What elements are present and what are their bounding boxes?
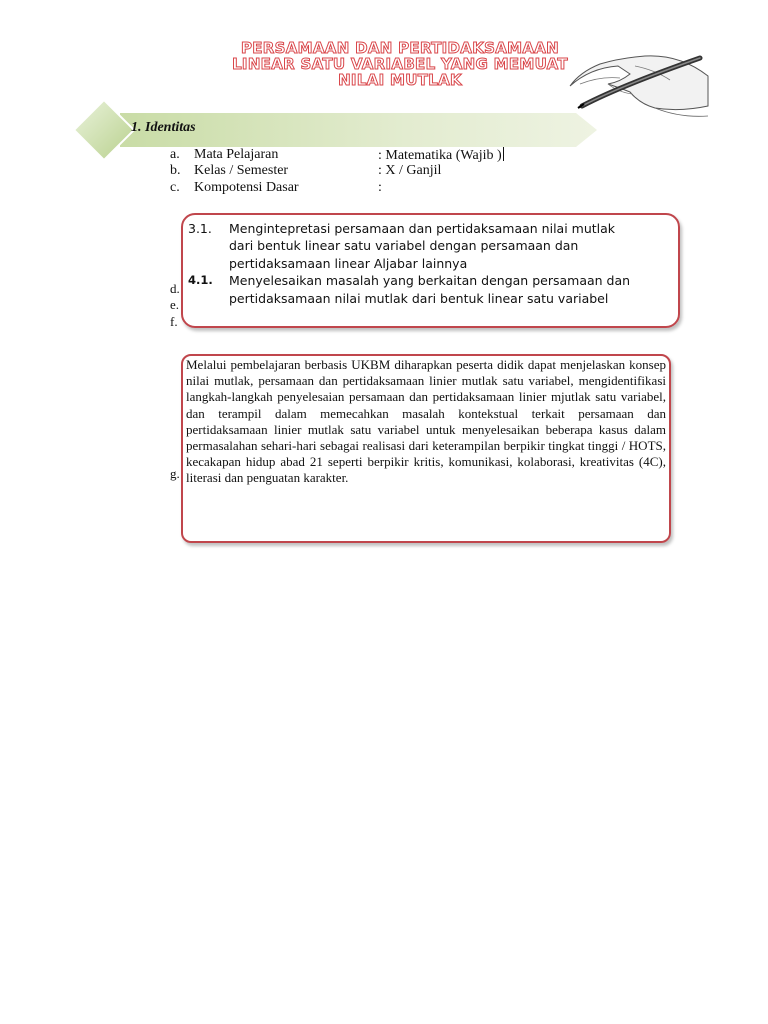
document-title bbox=[200, 40, 600, 88]
competency-line: dari bentuk linear satu variabel dengan persamaan dan bbox=[229, 238, 579, 253]
learning-goal-text: Melalui pembelajaran berbasis UKBM diharapkan peserta didik dapat menjelaskan konsep nilai mutlak, persamaan dan pertidaksamaan linier mutlak satu variabel, mengidentifikasi langkah-langkah penyelesaian persamaan dan pertidaksamaan linier mjutlak satu variabel, dan terampil dalam memecahkan masalah kontekstual terkait persamaan dan pertidaksamaan linier mutlak satu variabel untuk menyelesaikan beberapa kasus dalam permasalahan sehari-hari sebagai realisasi dari keterampilan berpikir tingkat tinggi / HOTS, kecakapan hidup abad 21 seperti berpikir kritis, komunikasi, kolaborasi, kreativitas (4C), literasi dan penguatan karakter. bbox=[186, 357, 666, 486]
row-letter: c. bbox=[170, 180, 180, 195]
side-letter-f: f. bbox=[170, 314, 178, 329]
competency-number: 3.1. bbox=[188, 221, 212, 236]
row-letter: a. bbox=[170, 147, 180, 162]
competency-line: Menyelesaikan masalah yang berkaitan dengan persamaan dan bbox=[229, 273, 631, 288]
row-value: : Matematika (Wajib ) bbox=[378, 148, 502, 163]
row-label: Kompotensi Dasar bbox=[194, 180, 299, 195]
title-line-2: LINEAR SATU VARIABEL YANG MEMUAT bbox=[232, 55, 568, 73]
competency-line: pertidaksamaan nilai mutlak dari bentuk linear satu variabel bbox=[229, 291, 609, 306]
row-letter: b. bbox=[170, 163, 181, 178]
side-letter-d: d. bbox=[170, 281, 180, 296]
section-heading: 1. Identitas bbox=[131, 120, 196, 135]
row-label: Kelas / Semester bbox=[194, 163, 289, 178]
title-line-3: NILAI MUTLAK bbox=[338, 71, 462, 89]
side-letter-e: e. bbox=[170, 297, 180, 312]
row-label: Mata Pelajaran bbox=[194, 147, 279, 162]
competency-line: Mengintepretasi persamaan dan pertidaksamaan nilai mutlak bbox=[229, 221, 616, 236]
row-value: : X / Ganjil bbox=[378, 163, 442, 178]
row-value: : bbox=[378, 180, 382, 195]
competency-number: 4.1. bbox=[188, 273, 213, 287]
competency-line: pertidaksamaan linear Aljabar lainnya bbox=[229, 256, 468, 271]
text-cursor bbox=[503, 147, 504, 161]
diamond-icon bbox=[72, 98, 136, 162]
title-line-1: PERSAMAAN DAN PERTIDAKSAMAAN bbox=[240, 39, 560, 57]
side-letter-g: g. bbox=[170, 466, 180, 481]
